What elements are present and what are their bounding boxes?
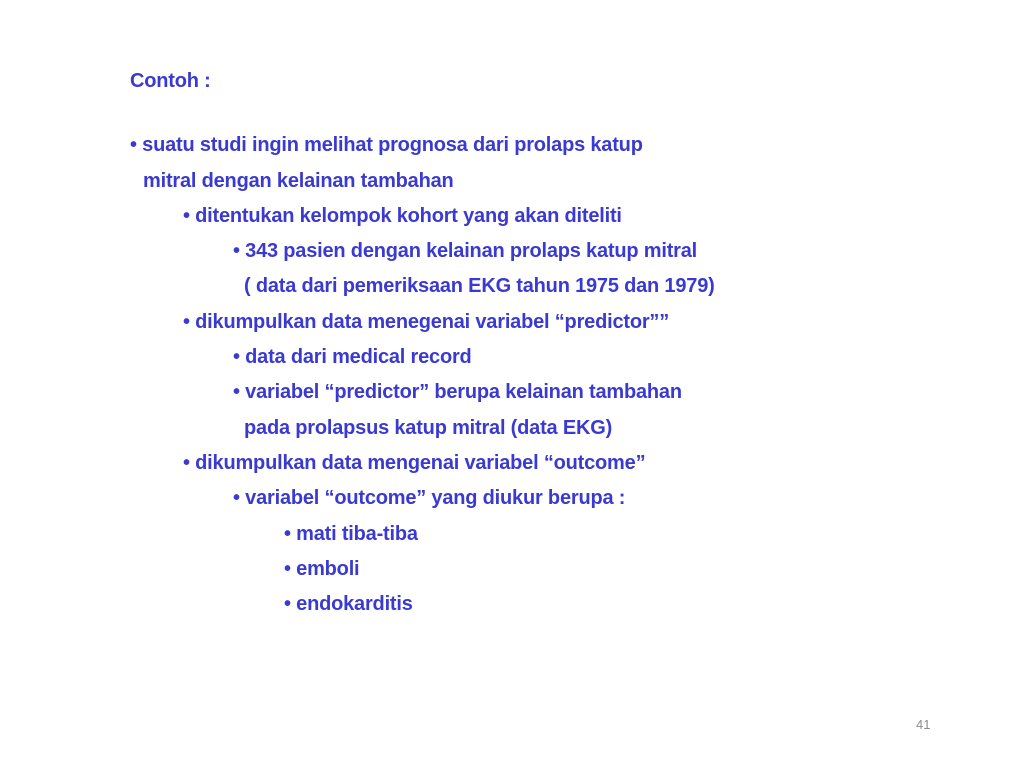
slide-heading: Contoh : <box>130 70 211 92</box>
bullet-line-6: • dikumpulkan data menegenai variabel “predictor”” <box>183 311 670 333</box>
bullet-line-11: • variabel “outcome” yang diukur berupa : <box>233 487 626 509</box>
bullet-line-4: • 343 pasien dengan kelainan prolaps katup mitral <box>233 240 698 262</box>
bullet-line-13: • emboli <box>284 558 360 580</box>
bullet-line-12: • mati tiba-tiba <box>284 523 418 545</box>
bullet-line-1: • suatu studi ingin melihat prognosa dari prolaps katup <box>130 134 643 156</box>
bullet-line-9: pada prolapsus katup mitral (data EKG) <box>244 417 613 439</box>
bullet-line-7: • data dari medical record <box>233 346 472 368</box>
page-number: 41 <box>916 717 931 732</box>
bullet-line-2: mitral dengan kelainan tambahan <box>143 170 454 192</box>
bullet-line-14: • endokarditis <box>284 593 413 615</box>
bullet-line-3: • ditentukan kelompok kohort yang akan diteliti <box>183 205 622 227</box>
bullet-line-10: • dikumpulkan data mengenai variabel “outcome” <box>183 452 646 474</box>
bullet-line-5: ( data dari pemeriksaan EKG tahun 1975 dan 1979) <box>244 275 715 297</box>
bullet-line-8: • variabel “predictor” berupa kelainan tambahan <box>233 381 682 403</box>
